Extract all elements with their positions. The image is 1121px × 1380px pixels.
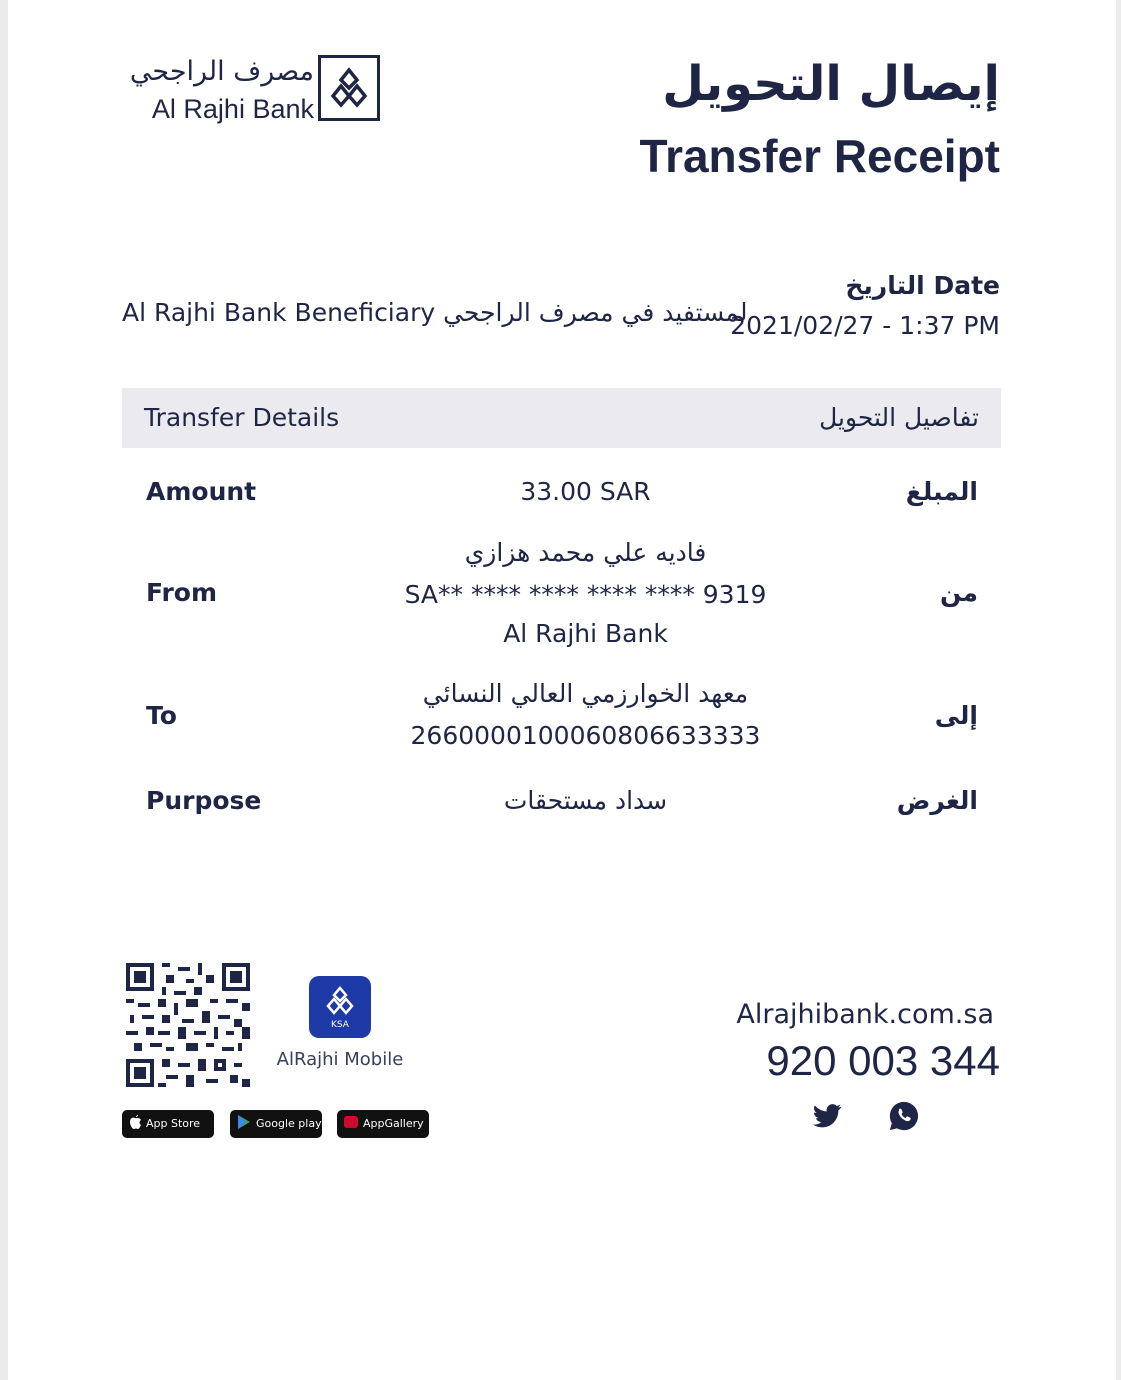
receipt-page — [8, 0, 1116, 1380]
from-label-english: From — [146, 578, 218, 607]
amount-label-arabic: المبلغ — [905, 477, 978, 506]
website-link[interactable]: Alrajhibank.com.sa — [736, 999, 994, 1030]
phone-number[interactable]: 920 003 344 — [766, 1037, 1000, 1084]
transfer-details-header — [122, 388, 1001, 448]
google-play-label: Google play — [256, 1117, 322, 1130]
bank-name-arabic: مصرف الراجحي — [129, 56, 314, 87]
date-label: التاريخ Date — [845, 271, 1000, 300]
to-label-arabic: إلى — [934, 701, 978, 730]
to-account: 2660000100060806633333 — [410, 721, 761, 750]
purpose-label-arabic: الغرض — [896, 786, 978, 815]
from-account: SA** **** **** **** **** 9319 — [404, 580, 767, 609]
bank-logo-icon — [318, 55, 380, 121]
to-label-english: To — [146, 701, 177, 730]
google-play-icon — [236, 1114, 252, 1134]
app-gallery-label: AppGallery — [363, 1117, 424, 1130]
transfer-details-title-arabic: تفاصيل التحويل — [819, 403, 979, 432]
app-store-label: App Store — [146, 1117, 201, 1130]
transfer-details-title-english: Transfer Details — [144, 403, 340, 432]
huawei-icon — [343, 1114, 359, 1134]
app-gallery-badge[interactable] — [337, 1110, 429, 1138]
date-value: 2021/02/27 - 1:37 PM — [730, 311, 1000, 340]
app-label: AlRajhi Mobile — [276, 1049, 404, 1070]
from-name: فاديه علي محمد هزازي — [464, 538, 707, 567]
purpose-value: سداد مستحقات — [503, 786, 668, 815]
beneficiary-type: Al Rajhi Bank Beneficiary لمستفيد في مصرف الراجحي — [122, 298, 748, 327]
app-store-badge[interactable] — [122, 1110, 214, 1138]
from-bank: Al Rajhi Bank — [503, 619, 668, 648]
to-name: معهد الخوارزمي العالي النسائي — [422, 679, 749, 708]
alrajhi-mobile-app-icon[interactable] — [309, 976, 371, 1038]
amount-value: 33.00 SAR — [520, 477, 651, 506]
bank-name-english: Al Rajhi Bank — [151, 94, 314, 124]
amount-label-english: Amount — [146, 477, 257, 506]
google-play-badge[interactable] — [230, 1110, 322, 1138]
from-label-arabic: من — [940, 578, 978, 607]
app-icon-text: KSA — [331, 1020, 349, 1030]
apple-icon — [128, 1114, 142, 1134]
whatsapp-icon[interactable] — [887, 1099, 921, 1133]
qr-code-icon — [126, 963, 250, 1087]
purpose-label-english: Purpose — [146, 786, 262, 815]
twitter-icon[interactable] — [810, 1099, 844, 1133]
title-arabic: إيصال التحويل — [662, 56, 1000, 112]
title-english: Transfer Receipt — [639, 130, 1000, 182]
